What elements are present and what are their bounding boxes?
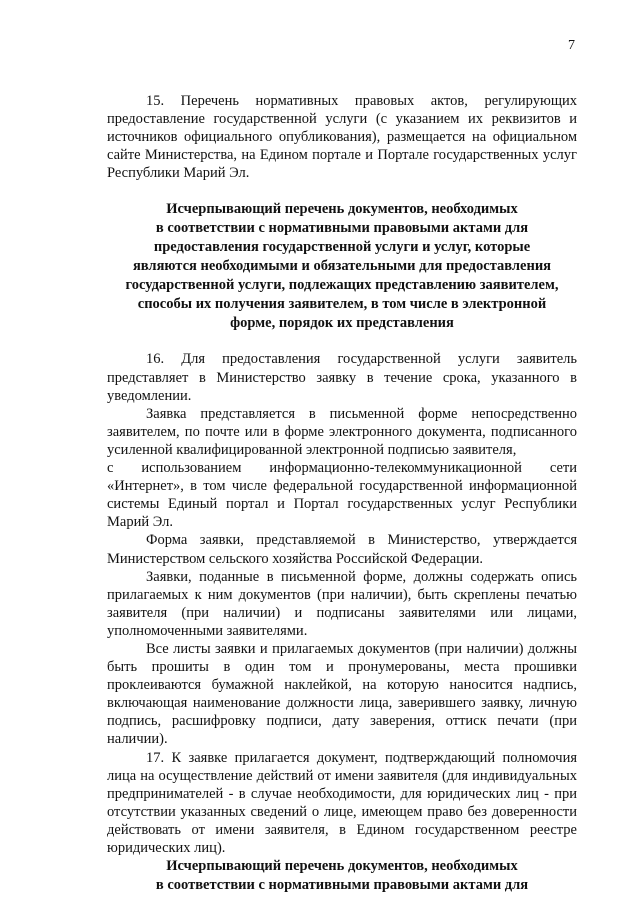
- paragraph-17: 17. К заявке прилагается документ, подтверждающий полномочия лица на осуществление действий от имени заявителя (для индивидуальных предпринимателей - в случае необходимости, для юридических лиц - при отсутствии указанных сведений о лице, имеющем право без доверенности действовать от имени заявителя, в Едином государственном реестре юридических лиц).: [107, 749, 577, 856]
- heading-line: форме, порядок их представления: [230, 315, 454, 332]
- section-heading-documents-continued: [107, 857, 577, 895]
- section-heading-documents: [107, 200, 577, 333]
- heading-line: являются необходимыми и обязательными для предоставления: [132, 258, 552, 275]
- heading-line: государственной услуги, подлежащих представлению заявителем,: [125, 277, 559, 294]
- page-number: 7: [568, 38, 575, 53]
- paragraph-16-internet: с использованием информационно-телекоммуникационной сети «Интернет», в том числе федеральной государственной информационной системы Единый портал и Портал государственных услуг Республики Марий Эл.: [107, 460, 577, 531]
- paragraph-16-binding: Все листы заявки и прилагаемых документов (при наличии) должны быть прошиты в один том и пронумерованы, места прошивки проклеиваются бумажной наклейкой, на которую наносится надпись, включающая наименование должности лица, заверившего заявку, личную подпись, расшифровку подписи, дату заверения, оттиск печати (при наличии).: [107, 640, 577, 748]
- document-body: [107, 92, 577, 895]
- heading-line: в соответствии с нормативными правовыми актами для: [155, 220, 529, 237]
- paragraph-15: 15. Перечень нормативных правовых актов, регулирующих предоставление государственной услуги (с указанием их реквизитов и источников официального опубликования), размещается на официальном сайте Министерства, на Едином портале и Портале государственных услуг Республики Марий Эл.: [107, 93, 577, 182]
- paragraph-16-inventory: Заявки, поданные в письменной форме, должны содержать опись прилагаемых к ним документов (при наличии), быть скреплены печатью заявителя (при наличии) и подписаны заявителями или лицами, уполномоченными заявителями.: [107, 568, 577, 639]
- heading-line: Исчерпывающий перечень документов, необходимых: [166, 858, 518, 875]
- heading-line: предоставления государственной услуги и услуг, которые: [153, 239, 531, 256]
- heading-line: способы их получения заявителем, в том числе в электронной: [137, 296, 547, 313]
- paragraph-16-form-approval: Форма заявки, представляемой в Министерство, утверждается Министерством сельского хозяйства Российской Федерации.: [107, 532, 577, 567]
- heading-line: Исчерпывающий перечень документов, необходимых: [166, 201, 518, 218]
- paragraph-16-application-form: Заявка представляется в письменной форме непосредственно заявителем, по почте или в форме электронного документа, подписанного усиленной квалифицированной электронной подписью заявителя,: [107, 405, 577, 458]
- heading-line: в соответствии с нормативными правовыми актами для: [155, 877, 529, 894]
- paragraph-16: 16. Для предоставления государственной услуги заявитель представляет в Министерство заявку в течение срока, указанного в уведомлении.: [107, 351, 577, 404]
